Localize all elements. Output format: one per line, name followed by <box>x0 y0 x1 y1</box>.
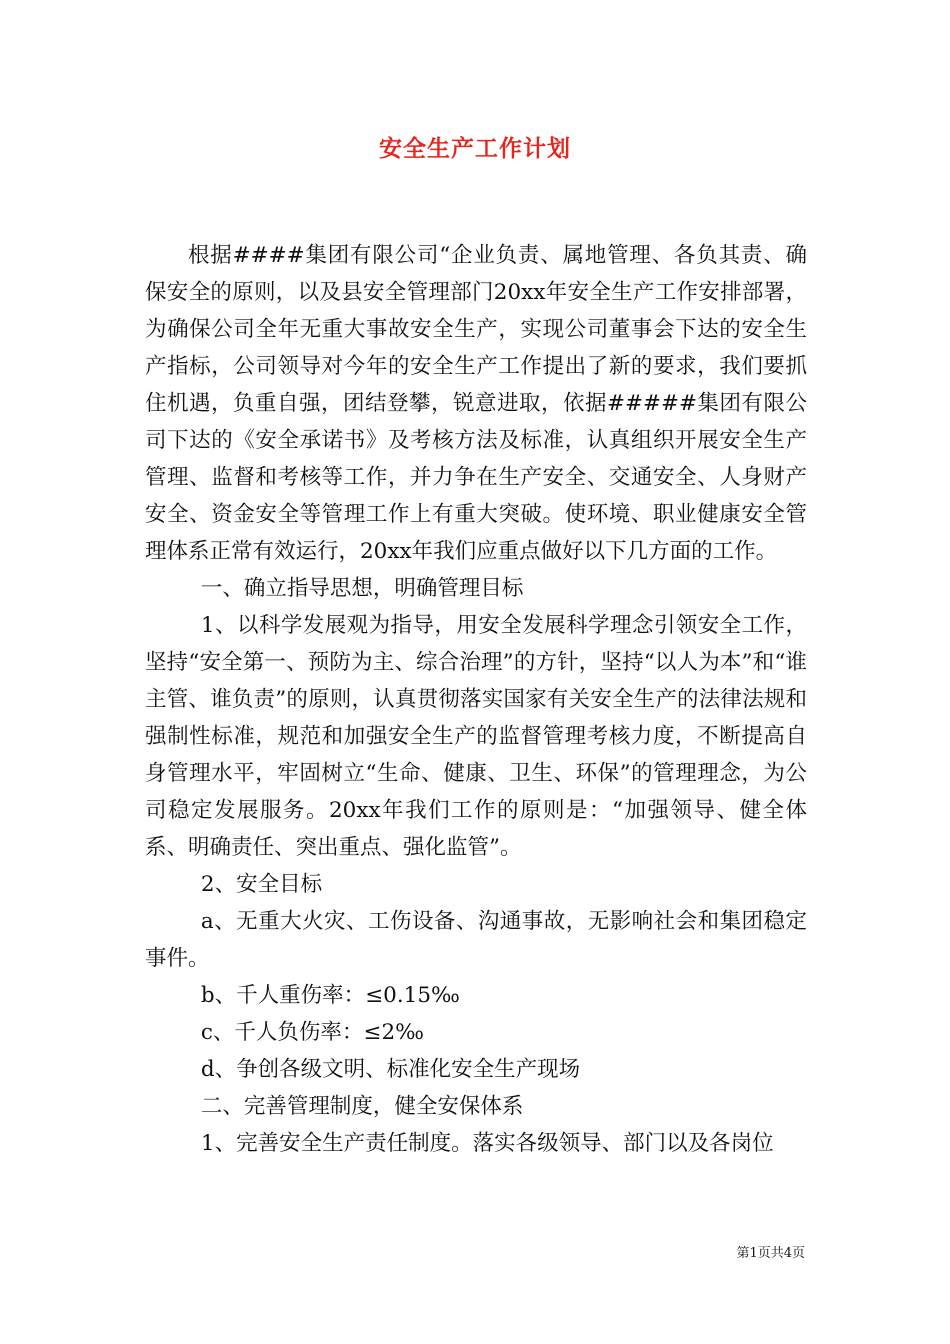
goal-item-c: c、千人负伤率：≤2‰ <box>200 1020 424 1045</box>
page-number: 第1页共4页 <box>736 1246 805 1261</box>
document-title: 安全生产工作计划 <box>379 135 571 162</box>
section-heading-1: 一、确立指导思想，明确管理目标 <box>200 576 524 601</box>
goal-item-a: a、无重大火灾、工伤设备、沟通事故，无影响社会和集团稳定事件。 <box>145 909 807 971</box>
section-heading-2: 二、完善管理制度，健全安保体系 <box>200 1094 524 1119</box>
goal-item-b: b、千人重伤率：≤0.15‰ <box>200 983 460 1008</box>
paragraph-guiding-principle: 1、以科学发展观为指导，用安全发展科学理念引领安全工作，坚持“安全第一、预防为主、综合治理”的方针，坚持“以人为本”和“谁主管、谁负责”的原则，认真贯彻落实国家有关安全生产的法律法规和强制性标准，规范和加强安全生产的监督管理考核力度，不断提高自身管理水平，牢固树立“生命、健康、卫生、环保”的管理理念，为公司稳定发展服务。20xx年我们工作的原则是：“加强领导、健全体系、明确责任、突出重点、强化监管”。 <box>145 613 807 860</box>
paragraph-responsibility-system: 1、完善安全生产责任制度。落实各级领导、部门以及各岗位 <box>200 1131 774 1156</box>
goal-item-d: d、争创各级文明、标准化安全生产现场 <box>200 1057 581 1082</box>
document-body <box>145 237 807 1162</box>
intro-paragraph: 根据####集团有限公司“企业负责、属地管理、各负其责、确保安全的原则，以及县安全管理部门20xx年安全生产工作安排部署，为确保公司全年无重大事故安全生产，实现公司董事会下达的安全生产指标，公司领导对今年的安全生产工作提出了新的要求，我们要抓住机遇，负重自强，团结登攀，锐意进取，依据#####集团有限公司下达的《安全承诺书》及考核方法及标准，认真组织开展安全生产管理、监督和考核等工作，并力争在生产安全、交通安全、人身财产安全、资金安全等管理工作上有重大突破。使环境、职业健康安全管理体系正常有效运行，20xx年我们应重点做好以下几方面的工作。 <box>145 243 807 564</box>
subheading-safety-goals: 2、安全目标 <box>200 872 323 897</box>
